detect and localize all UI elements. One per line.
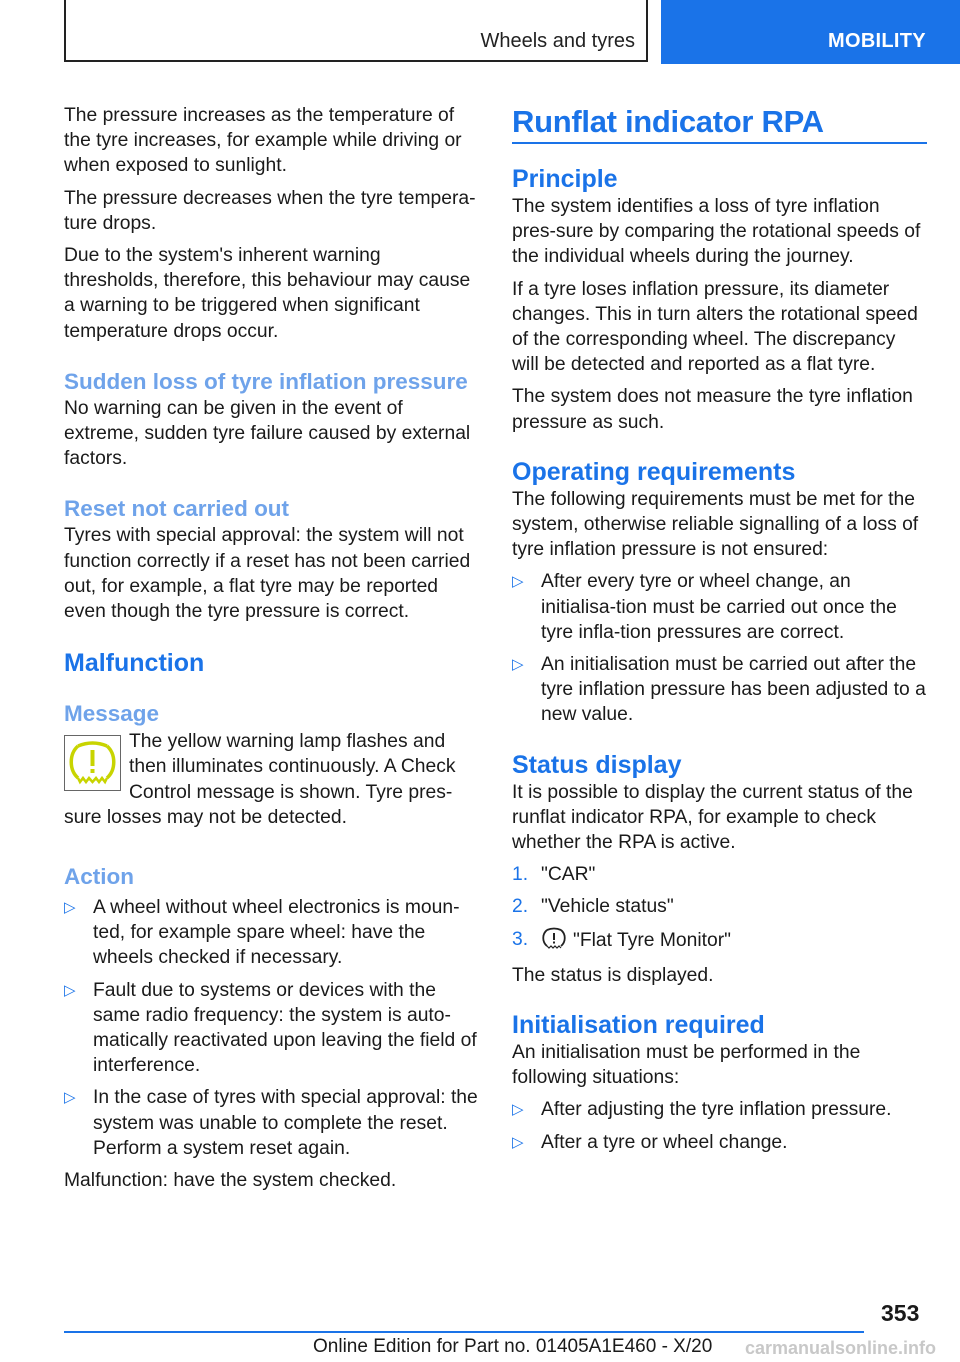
status-display-heading: Status display <box>512 750 682 779</box>
initialisation-list <box>512 1097 927 1154</box>
list-item: ▷ An initialisation must be carried out after the tyre inflation pressure has been adjusted to a new value. <box>512 654 926 726</box>
header-chapter-tab <box>661 0 960 64</box>
triangle-bullet-icon: ▷ <box>64 899 76 917</box>
list-item: ▷ Fault due to systems or devices with the same radio frequency: the system is auto‐matically reactivated upon leaving the field of interference. <box>64 979 477 1077</box>
message-heading: Message <box>64 701 160 727</box>
malfunction-text: Malfunction: have the system checked. <box>64 1170 397 1192</box>
list-item: ▷ In the case of tyres with special approval: the system was unable to complete the reset. Perform a system reset again. <box>64 1087 478 1159</box>
paragraph: The pressure increases as the temperature of the tyre increases, for example while driving or when exposed to sunlight. <box>64 105 462 177</box>
right-column <box>512 102 927 1162</box>
list-item: ▷ After adjusting the tyre inflation pressure. <box>512 1097 927 1122</box>
list-item: ▷ After a tyre or wheel change. <box>512 1130 927 1155</box>
principle-heading: Principle <box>512 165 618 193</box>
paragraph: Tyres with special approval: the system will not function correctly if a reset has not been carried out, for example, a flat tyre may be reported even though the tyre pressure is correct. <box>64 525 471 623</box>
operating-requirements-list <box>512 569 927 727</box>
paragraph: Due to the system's inherent warning thresholds, therefore, this behaviour may cause a warning to be triggered when significant temperature drops occur. <box>64 245 471 342</box>
triangle-bullet-icon: ▷ <box>512 573 524 591</box>
operating-requirements-heading: Operating requirements <box>512 457 796 486</box>
paragraph: An initialisation must be performed in the following situations: <box>512 1042 861 1089</box>
list-item: ▷ A wheel without wheel electronics is moun‐ted, for example spare wheel: have the wheels checked if necessary. <box>64 897 460 969</box>
paragraph: If a tyre loses inflation pressure, its diameter changes. This in turn alters the rotational speed of the corresponding wheel. The discrepancy will be detected and reported as a flat tyre. <box>512 278 918 376</box>
triangle-bullet-icon: ▷ <box>64 981 76 999</box>
header-section-title: Wheels and tyres <box>480 30 635 52</box>
status-steps-list <box>512 862 927 956</box>
tyre-pressure-warning-icon <box>64 735 121 791</box>
triangle-bullet-icon: ▷ <box>512 1101 524 1119</box>
list-item: 2. "Vehicle status" <box>512 894 927 919</box>
footer-divider <box>64 1331 864 1333</box>
initialisation-required-heading: Initialisation required <box>512 1011 765 1040</box>
list-item: ▷ After every tyre or wheel change, an initialisa‐tion must be carried out once the tyre infla‐tion pressures are correct. <box>512 571 897 643</box>
message-text: The yellow warning lamp flashes and then illuminates continuously. A Check Control message is shown. Tyre pres‐sure losses may not be detected. <box>64 731 456 828</box>
paragraph: The system does not measure the tyre inflation pressure as such. <box>512 386 913 433</box>
reset-not-carried-out-heading: Reset not carried out <box>64 496 290 522</box>
footer-edition: Online Edition for Part no. 01405A1E460 - X/20 <box>313 1336 713 1357</box>
step-number: 1. <box>512 864 529 886</box>
sudden-loss-heading: Sudden loss of tyre inflation pressure <box>64 368 468 394</box>
triangle-bullet-icon: ▷ <box>512 1133 524 1151</box>
paragraph: The following requirements must be met for the system, otherwise reliable signalling of a loss of tyre inflation pressure is not ensured: <box>512 488 919 561</box>
action-heading: Action <box>64 864 134 890</box>
step-number: 3. <box>512 928 529 950</box>
malfunction-heading: Malfunction <box>64 649 205 678</box>
triangle-bullet-icon: ▷ <box>64 1089 76 1107</box>
paragraph: The status is displayed. <box>512 964 714 986</box>
tyre-pressure-icon <box>541 927 567 956</box>
left-column <box>64 103 479 1200</box>
list-item: 3. "Flat Tyre Monitor" <box>512 927 927 956</box>
paragraph: It is possible to display the current status of the runflat indicator RPA, for example to check whether the RPA is active. <box>512 781 913 854</box>
watermark: carmanualsonline.info <box>745 1338 937 1358</box>
header-chapter-label: MOBILITY <box>828 30 926 52</box>
list-item: 1. "CAR" <box>512 862 927 887</box>
step-number: 2. <box>512 896 529 918</box>
paragraph: The system identifies a loss of tyre inflation pres‐sure by comparing the rotational speeds of the individual wheels during the journey. <box>512 196 921 268</box>
page-number: 353 <box>881 1300 920 1326</box>
message-block <box>64 729 479 830</box>
action-list <box>64 895 479 1161</box>
page-title: Runflat indicator RPA <box>512 102 927 144</box>
triangle-bullet-icon: ▷ <box>512 656 524 674</box>
paragraph: The pressure decreases when the tyre tempera‐ture drops. <box>64 187 476 234</box>
paragraph: No warning can be given in the event of extreme, sudden tyre failure caused by external factors. <box>64 397 471 470</box>
